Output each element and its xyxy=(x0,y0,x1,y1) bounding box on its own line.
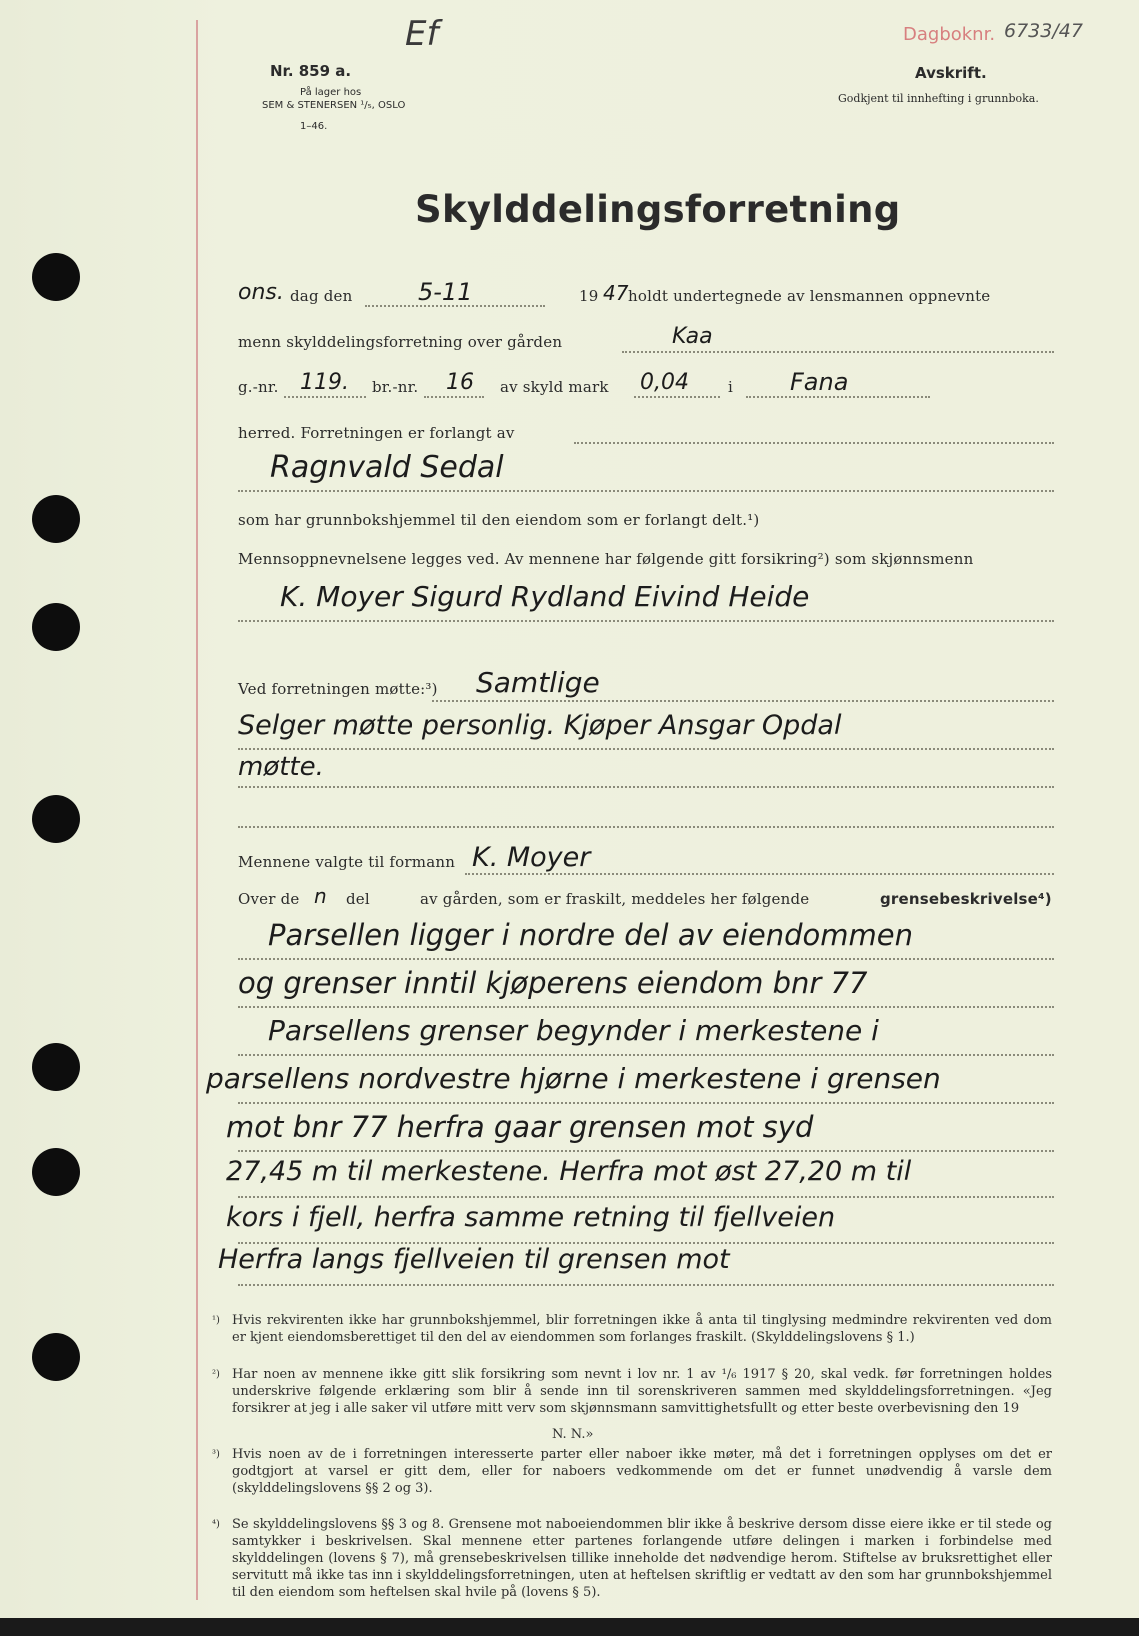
field-label: av skyld mark xyxy=(500,378,609,396)
field-line xyxy=(238,490,1054,492)
footnote-number: ³) xyxy=(212,1449,220,1460)
punch-hole xyxy=(32,795,80,843)
attendance-note-hw: Selger møtte personlig. Kjøper Ansgar Opdal xyxy=(238,710,842,741)
field-label: herred. Forretningen er forlangt av xyxy=(238,424,515,442)
requester-name-hw: Ragnvald Sedal xyxy=(270,450,504,485)
field-line xyxy=(238,1006,1054,1008)
boundary-line-hw: 27,45 m til merkestene. Herfra mot øst 27,20 m til xyxy=(226,1156,912,1187)
field-label: som har grunnbokshjemmel til den eiendom som er forlangt delt.¹) xyxy=(238,511,760,529)
footnote-text: N. N.» xyxy=(552,1427,594,1442)
footnote-text: Se skylddelingslovens §§ 3 og 8. Grensene mot naboeiendommen blir ikke å beskrive dersom disse eiere ikke er til stede og samtykker i beskrivelsen. Skal mennene etter partenes forlangende utføre delingen i marken i forbindelse med skylddelingen (lovens § 7), må grensebeskrivelsen tillike inneholde det nødvendige herom. Stiftelse av bruksrettighet eller servitutt må ikke tas inn i skylddelingsforretningen, uten at heftelsen skriftlig er vedtatt av den som har grunnbokshjemmel til den eiendom som heftelsen skal hvile på (lovens § 5). xyxy=(232,1517,1052,1600)
dagbok-label: Dagboknr. xyxy=(903,24,996,45)
field-line xyxy=(622,351,1054,353)
field-label: av gården, som er fraskilt, meddeles her følgende xyxy=(420,890,810,908)
field-line xyxy=(238,958,1054,960)
farm-name-hw: Kaa xyxy=(672,324,713,349)
field-line xyxy=(465,873,1054,875)
boundary-line-hw: Herfra langs fjellveien til grensen mot xyxy=(218,1244,730,1275)
field-line xyxy=(238,1196,1054,1198)
field-label: holdt undertegnede av lensmannen oppnevnte xyxy=(628,287,991,305)
field-label: g.-nr. xyxy=(238,378,279,396)
boundary-heading: grensebeskrivelse⁴) xyxy=(880,890,1052,908)
margin-rule xyxy=(196,20,198,1600)
stock-line: SEM & STENERSEN ¹/₅, OSLO xyxy=(262,100,406,111)
punch-hole xyxy=(32,1043,80,1091)
footnote-number: ⁴) xyxy=(212,1519,220,1530)
punch-hole xyxy=(32,495,80,543)
weekday-hw: ons. xyxy=(238,280,284,305)
page-title: Skylddelingsforretning xyxy=(415,188,901,231)
field-line xyxy=(238,826,1054,828)
field-label: 19 xyxy=(579,287,599,305)
footnote-number: ¹) xyxy=(212,1315,220,1326)
footnote xyxy=(212,1516,1052,1601)
field-line xyxy=(634,396,720,398)
scan-edge xyxy=(0,1618,1139,1636)
footnote-text: Hvis rekvirenten ikke har grunnbokshjemmel, blir forretningen ikke å anta til tinglysing medmindre rekvirenten ved dom er kjent eiendomsberettiget til den del av eiendommen som forlanges fraskilt. (Skylddelingslovens § 1.) xyxy=(232,1313,1052,1345)
boundary-line-hw: kors i fjell, herfra samme retning til fjellveien xyxy=(226,1202,836,1233)
date-hw: 5-11 xyxy=(418,278,473,306)
footnote xyxy=(232,1426,1052,1443)
field-label: Mennsoppnevnelsene legges ved. Av mennene har følgende gitt forsikring²) som skjønnsmenn xyxy=(238,550,974,568)
field-label: del xyxy=(346,890,370,908)
footnote-number: ²) xyxy=(212,1369,220,1380)
field-line xyxy=(238,1150,1054,1152)
field-line xyxy=(424,396,484,398)
chairman-hw: K. Moyer xyxy=(472,842,591,873)
field-label: i xyxy=(728,378,733,396)
field-label: dag den xyxy=(290,287,353,305)
gnr-hw: 119. xyxy=(300,370,349,395)
footnote-text: Hvis noen av de i forretningen interesserte parter eller naboer ikke møter, må det i forretningen opplyses om det er godtgjort at varsel er gitt dem, eller for naboers vedkommende om det er funnet unødvendig å varsle dem (skylddelingslovens §§ 2 og 3). xyxy=(232,1447,1052,1496)
attendance-hw: Samtlige xyxy=(476,666,600,699)
attendance-note-hw: møtte. xyxy=(238,752,324,782)
boundary-line-hw: parsellens nordvestre hjørne i merkestene i grensen xyxy=(206,1062,941,1095)
field-line xyxy=(238,1054,1054,1056)
field-line xyxy=(238,1102,1054,1104)
corner-initials: Ef xyxy=(405,14,439,54)
form-number: Nr. 859 a. xyxy=(270,62,352,80)
punch-hole xyxy=(32,1148,80,1196)
punch-hole xyxy=(32,603,80,651)
boundary-line-hw: Parsellen ligger i nordre del av eiendommen xyxy=(268,918,913,952)
footnote-text: Har noen av mennene ikke gitt slik forsikring som nevnt i lov nr. 1 av ¹/₆ 1917 § 20, skal vedk. før forretningen holdes underskrive følgende erklæring som blir å sende inn til sorenskriveren sammen med skylddelingsforretningen. «Jeg forsikrer at jeg i alle saker vil utføre mitt verv som skjønnsmann samvittighetsfullt og etter beste overbevisning den 19 xyxy=(232,1367,1052,1416)
field-line xyxy=(746,396,930,398)
footnote xyxy=(212,1446,1052,1497)
avskrift-label: Avskrift. xyxy=(915,64,987,82)
field-label: Mennene valgte til formann xyxy=(238,853,456,871)
stock-line: På lager hos xyxy=(300,87,362,98)
field-label: Ved forretningen møtte:³) xyxy=(238,680,438,698)
field-label: br.-nr. xyxy=(372,378,419,396)
boundary-line-hw: mot bnr 77 herfra gaar grensen mot syd xyxy=(226,1110,814,1144)
punch-hole xyxy=(32,253,80,301)
part-hw: n xyxy=(314,884,327,908)
year-hw: 47 xyxy=(603,281,629,305)
field-label: menn skylddelingsforretning over gården xyxy=(238,333,563,351)
brnr-hw: 16 xyxy=(446,370,474,395)
field-line xyxy=(284,396,366,398)
boundary-line-hw: og grenser inntil kjøperens eiendom bnr 77 xyxy=(238,966,868,1000)
field-label: Over de xyxy=(238,890,300,908)
dagbok-number: 6733/47 xyxy=(1004,20,1083,42)
footnote xyxy=(212,1312,1052,1346)
field-line xyxy=(238,748,1054,750)
appraisers-hw: K. Moyer Sigurd Rydland Eivind Heide xyxy=(280,580,810,613)
field-line xyxy=(432,700,1054,702)
footnote xyxy=(212,1366,1052,1417)
boundary-line-hw: Parsellens grenser begynder i merkestene i xyxy=(268,1014,879,1047)
godkjent-note: Godkjent til innhefting i grunnboka. xyxy=(838,92,1039,105)
district-hw: Fana xyxy=(790,368,849,396)
date-code: 1–46. xyxy=(300,121,328,132)
field-line xyxy=(574,442,1054,444)
skyld-hw: 0,04 xyxy=(640,370,689,395)
field-line xyxy=(238,1284,1054,1286)
punch-hole xyxy=(32,1333,80,1381)
field-line xyxy=(238,620,1054,622)
field-line xyxy=(238,786,1054,788)
